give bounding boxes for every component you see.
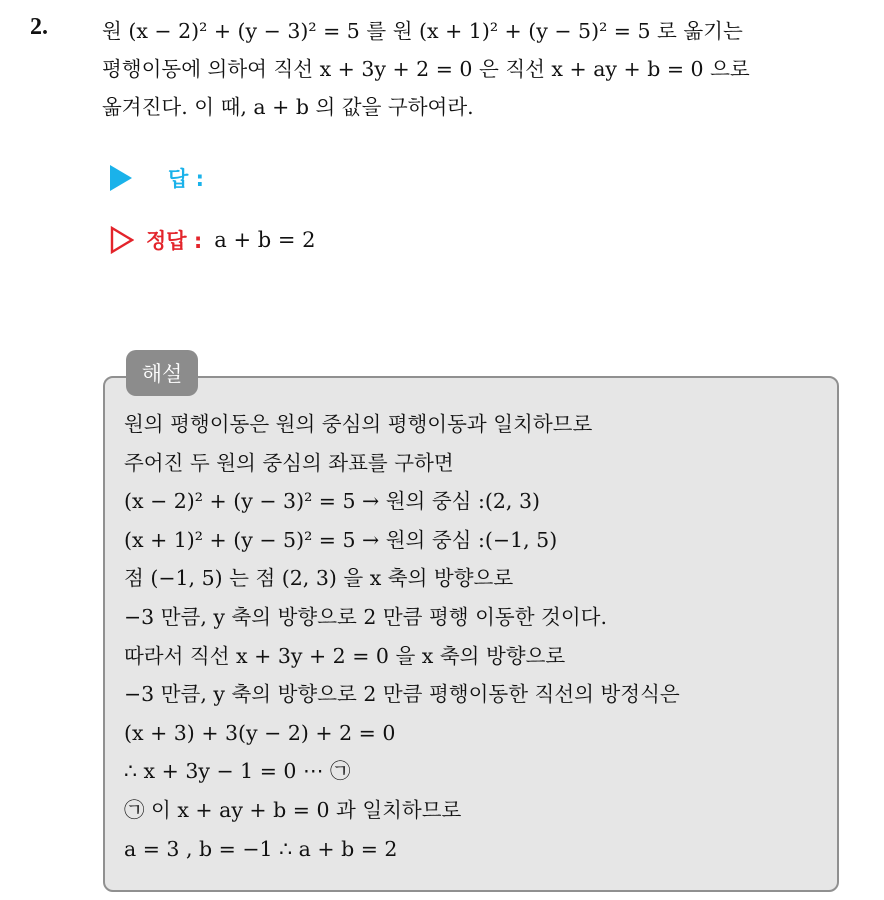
question-line: 옮겨진다. 이 때, a + b 의 값을 구하여라. bbox=[102, 95, 474, 119]
question-text bbox=[102, 12, 872, 126]
explanation-line: −3 만큼, y 축의 방향으로 2 만큼 평행 이동한 것이다. bbox=[124, 604, 607, 629]
correct-answer-label: 정답 : bbox=[146, 229, 203, 253]
explanation-line: (x − 2)² + (y − 3)² = 5 → 원의 중심 :(2, 3) bbox=[124, 489, 541, 514]
explanation-line: ∴ x + 3y − 1 = 0 ⋯ ㉠ bbox=[124, 759, 351, 784]
explanation-tab: 해설 bbox=[126, 350, 198, 396]
explanation-line: 점 (−1, 5) 는 점 (2, 3) 을 x 축의 방향으로 bbox=[124, 566, 514, 591]
explanation-line: (x + 1)² + (y − 5)² = 5 → 원의 중심 :(−1, 5) bbox=[124, 527, 558, 552]
explanation-line: ㉠ 이 x + ay + b = 0 과 일치하므로 bbox=[124, 797, 462, 822]
question-number: 2. bbox=[30, 14, 48, 40]
answer-label: 답 : bbox=[168, 167, 204, 191]
answer-row bbox=[110, 163, 204, 193]
explanation-line: 원의 평행이동은 원의 중심의 평행이동과 일치하므로 bbox=[124, 412, 593, 436]
outline-triangle-icon bbox=[110, 226, 134, 254]
question-line: 원 (x − 2)² + (y − 3)² = 5 를 원 (x + 1)² + (y − 5)² = 5 로 옮기는 bbox=[102, 19, 743, 43]
explanation-line: (x + 3) + 3(y − 2) + 2 = 0 bbox=[124, 720, 396, 745]
correct-answer-value: a + b = 2 bbox=[214, 228, 316, 252]
explanation-line: −3 만큼, y 축의 방향으로 2 만큼 평행이동한 직선의 방정식은 bbox=[124, 682, 680, 707]
explanation-line: 따라서 직선 x + 3y + 2 = 0 을 x 축의 방향으로 bbox=[124, 643, 566, 668]
explanation-text bbox=[124, 405, 834, 868]
correct-answer-row bbox=[110, 225, 316, 255]
explanation-line: 주어진 두 원의 중심의 좌표를 구하면 bbox=[124, 450, 454, 475]
question-line: 평행이동에 의하여 직선 x + 3y + 2 = 0 은 직선 x + ay + b = 0 으로 bbox=[102, 57, 750, 81]
play-triangle-icon bbox=[110, 165, 132, 191]
explanation-line: a = 3 , b = −1 ∴ a + b = 2 bbox=[124, 836, 398, 861]
